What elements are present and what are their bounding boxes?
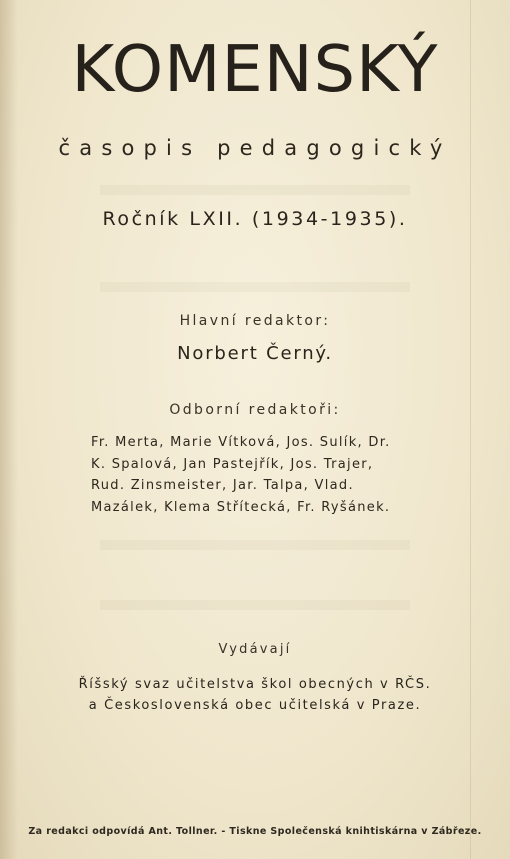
editors-line: K. Spalová, Jan Pastejřík, Jos. Trajer,: [91, 456, 374, 472]
bleed-through-text: [100, 282, 410, 292]
page-edge-shadow: [0, 0, 18, 859]
editors-list: [91, 432, 451, 518]
chief-editor-name: Norbert Černý.: [177, 343, 333, 364]
editors-line: Mazálek, Klema Střítecká, Fr. Ryšánek.: [91, 499, 391, 515]
page-fold-line: [470, 0, 471, 859]
bleed-through-text: [100, 540, 410, 550]
editors-line: Rud. Zinsmeister, Jar. Talpa, Vlad.: [91, 478, 354, 493]
publisher-label: Vydávají: [218, 642, 292, 657]
chief-editor-label: Hlavní redaktor:: [179, 313, 331, 329]
publisher-line: a Československá obec učitelská v Praze.: [88, 698, 422, 713]
journal-title: KOMENSKÝ: [71, 33, 439, 107]
bleed-through-text: [100, 185, 410, 195]
editors-label: Odborní redaktoři:: [169, 402, 341, 418]
volume-info: Ročník LXII. (1934-1935).: [102, 208, 408, 230]
printer-footer: Za redakci odpovídá Ant. Tollner. - Tiskne Společenská knihtiskárna v Zábřeze.: [28, 826, 482, 837]
journal-subtitle: časopis pedagogický: [58, 136, 452, 160]
publisher-line: Říšský svaz učitelstva škol obecných v RČS.: [78, 677, 432, 692]
editors-line: Fr. Merta, Marie Vítková, Jos. Sulík, Dr.: [91, 435, 391, 450]
bleed-through-text: [100, 600, 410, 610]
